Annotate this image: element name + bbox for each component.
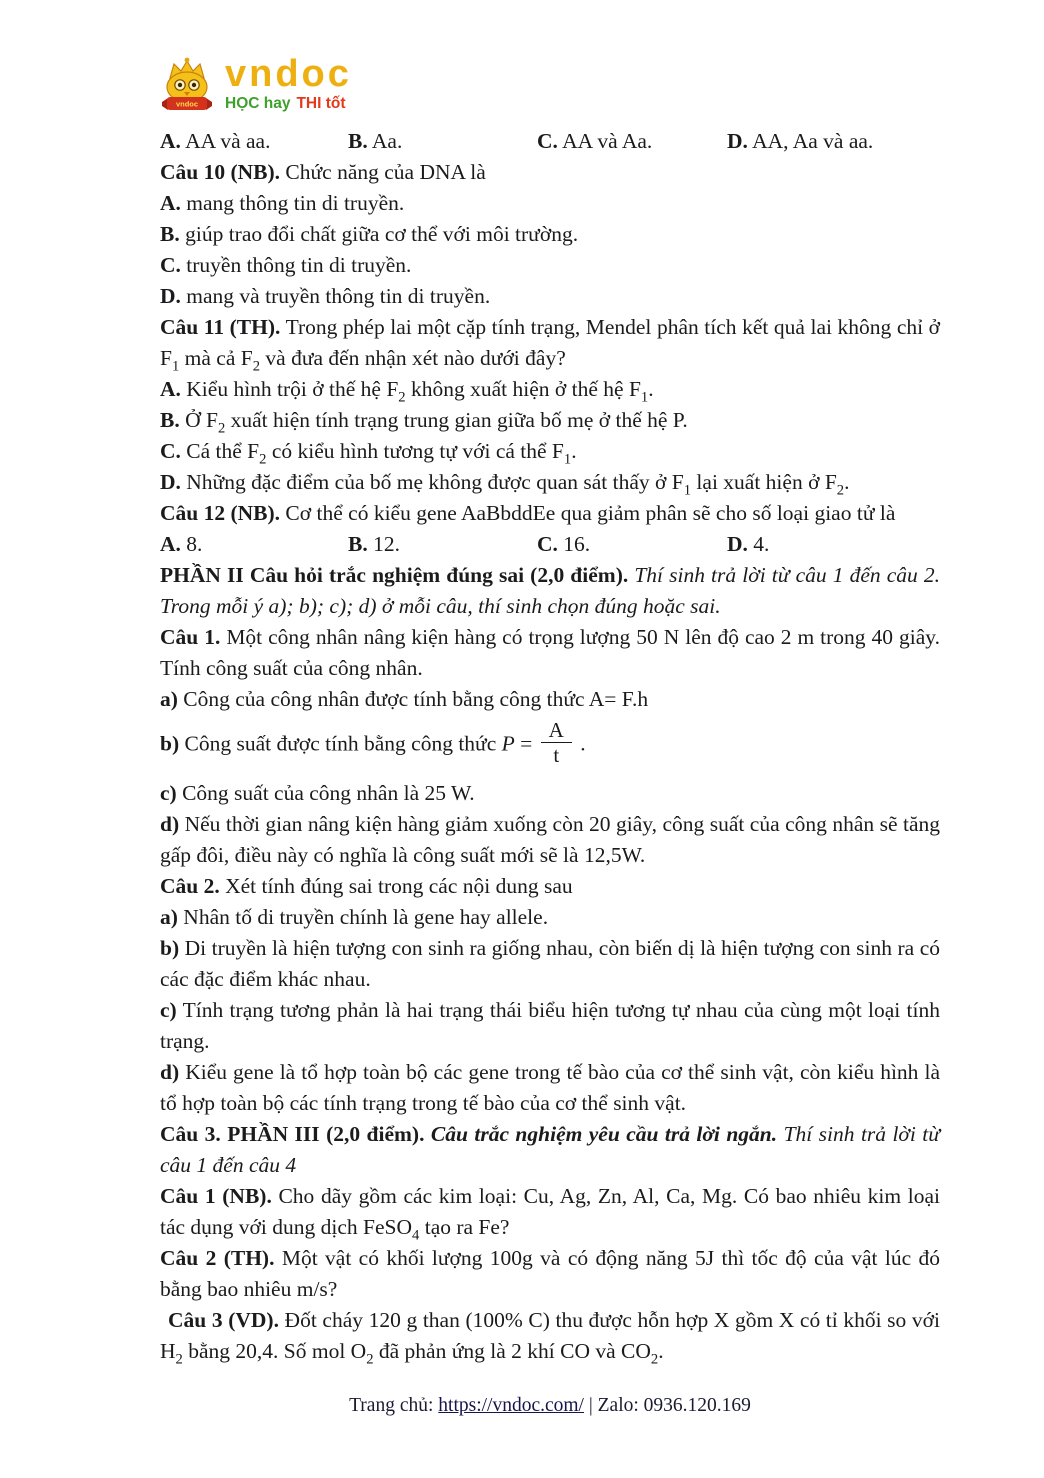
p2-q1-item-c: c) Công suất của công nhân là 25 W.	[160, 781, 475, 806]
q11-option-b: B. Ở $F_2$ xuất hiện tính trạng trung gian giữa bố mẹ ở thế hệ P.	[160, 408, 688, 437]
option-item: C. AA và Aa.	[537, 129, 653, 153]
fraction: $\frac{A}{t}$	[541, 719, 572, 766]
p2-q2-item-a: a) Nhân tố di truyền chính là gene hay allele.	[160, 905, 549, 930]
p2-q2-item-d: d) Kiểu gene là tổ hợp toàn bộ các gene trong tế bào của cơ thể sinh vật, còn kiểu hình là tổ hợp toàn bộ các tính trạng trong tế bào của cơ thể sinh vật.	[160, 1060, 940, 1116]
q12-stem: Câu 12 (NB). Cơ thể có kiểu gene AaBbddEe qua giảm phân sẽ cho số loại giao tử là	[160, 501, 896, 525]
q10-stem: Câu 10 (NB). Chức năng của DNA là	[160, 160, 486, 184]
p3-q3-stem: Câu 3 (VD). Đốt cháy 120 g than (100% C) thu được hỗn hợp X gồm X có tỉ khối so với $H_2$ bằng 20,4. Số mol $O_2$ đã phản ứng là 2 khí CO và $CO_2$.	[160, 1308, 941, 1368]
brand-wordmark: vndoc	[225, 53, 352, 95]
p2-q1-item-b: b) Công suất được tính bằng công thức P = $\frac{A}{t}$ .	[160, 718, 586, 768]
q11-stem: Câu 11 (TH). Trong phép lai một cặp tính trạng, Mendel phân tích kết quả lai không chỉ ở $F_1$ mà cả $F_2$ và đưa đến nhận xét nào dưới đây?	[160, 315, 940, 375]
document-body	[160, 126, 940, 1367]
q10-option-b: B. giúp trao đổi chất giữa cơ thể với môi trường.	[160, 222, 579, 246]
p2-q2-item-b: b) Di truyền là hiện tượng con sinh ra giống nhau, còn biến dị là hiện tượng con sinh ra có các đặc điểm khác nhau.	[160, 936, 940, 992]
q10-option-d: D. mang và truyền thông tin di truyền.	[160, 284, 491, 308]
p3-q2-stem: Câu 2 (TH). Một vật có khối lượng 100g và có động năng 5J thì tốc độ của vật lúc đó bằng bao nhiêu m/s?	[160, 1246, 940, 1302]
ribbon-label: vndoc	[175, 99, 199, 109]
p3-q1-stem: Câu 1 (NB). Cho dãy gồm các kim loại: Cu, Ag, Zn, Al, Ca, Mg. Có bao nhiêu kim loại tác dụng với dung dịch FeSO$_4$ tạo ra Fe?	[160, 1184, 941, 1244]
tagline-red: THI tốt	[296, 95, 346, 112]
option-item: B. 12.	[348, 532, 400, 556]
p2-q2-stem: Câu 2. Xét tính đúng sai trong các nội dung sau	[160, 874, 573, 899]
footer-prefix: Trang chủ:	[349, 1395, 439, 1416]
answer-row-previous-question	[160, 126, 940, 157]
page-footer	[160, 1392, 940, 1420]
option-item: D. 4.	[727, 532, 770, 556]
option-item: C. 16.	[537, 532, 591, 556]
p2-q2-item-c: c) Tính trạng tương phản là hai trạng thái biểu hiện tương tự nhau của cùng một loại tính trạng.	[160, 998, 940, 1054]
q11-option-d: D. Những đặc điểm của bố mẹ không được quan sát thấy ở $F_1$ lại xuất hiện ở $F_2$.	[160, 470, 850, 499]
q10-option-c: C. truyền thông tin di truyền.	[160, 253, 412, 277]
option-item: D. AA, Aa và aa.	[727, 129, 874, 153]
q11-option-c: C. Cá thể $F_2$ có kiểu hình tương tự với cá thể $F_1$.	[160, 439, 577, 468]
q10-option-a: A. mang thông tin di truyền.	[160, 191, 405, 215]
logo-text	[225, 53, 352, 113]
q12-answer-row	[160, 529, 940, 560]
brand-tagline	[225, 95, 352, 113]
homepage-link[interactable]: https://vndoc.com/	[438, 1395, 584, 1416]
tagline-green: HỌC hay	[225, 95, 291, 112]
part-2-header: PHẦN II Câu hỏi trắc nghiệm đúng sai (2,0 điểm). Thí sinh trả lời từ câu 1 đến câu 2. Trong mỗi ý a); b); c); d) ở mỗi câu, thí sinh chọn đúng hoặc sai.	[160, 563, 940, 618]
q11-option-a: A. Kiểu hình trội ở thế hệ $F_2$ không xuất hiện ở thế hệ $F_1$.	[160, 377, 654, 406]
option-item: A. AA và aa.	[160, 129, 271, 153]
option-item: A. 8.	[160, 532, 203, 556]
p2-q1-item-a: a) Công của công nhân được tính bằng công thức A= F.h	[160, 687, 649, 711]
vndoc-logo	[156, 53, 352, 122]
p2-q1-item-d: d) Nếu thời gian nâng kiện hàng giảm xuống còn 20 giây, công suất của công nhân sẽ tăng gấp đôi, điều này có nghĩa là công suất mới sẽ là 12,5W.	[160, 812, 940, 868]
footer-suffix: | Zalo: 0936.120.169	[583, 1395, 751, 1416]
vndoc-mascot-icon	[156, 56, 218, 122]
part-3-header: Câu 3. PHẦN III (2,0 điểm). Câu trắc nghiệm yêu cầu trả lời ngắn. Thí sinh trả lời từ câu 1 đến câu 4	[160, 1122, 941, 1178]
p2-q1-stem: Câu 1. Một công nhân nâng kiện hàng có trọng lượng 50 N lên độ cao 2 m trong 40 giây. Tính công suất của công nhân.	[160, 625, 941, 680]
option-item: B. Aa.	[348, 129, 403, 153]
